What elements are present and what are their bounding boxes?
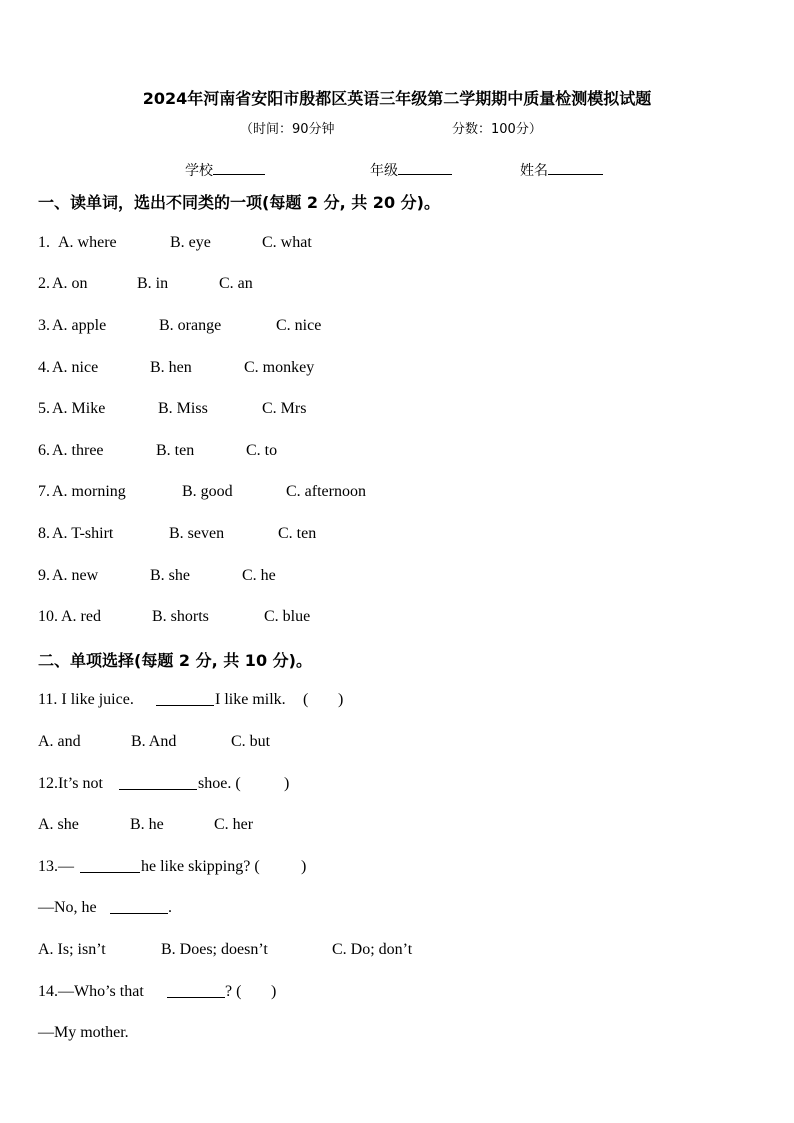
reply-text: —My mother. bbox=[38, 1024, 129, 1041]
option-a[interactable]: A. Is; isn’t bbox=[38, 941, 106, 958]
option-a[interactable]: A. three bbox=[52, 442, 104, 459]
question-number: 2. bbox=[38, 275, 50, 292]
time-limit: （时间：90分钟 bbox=[240, 122, 335, 137]
reply-end: . bbox=[168, 899, 172, 916]
question-number: 9. bbox=[38, 567, 50, 584]
name-label: 姓名 bbox=[520, 163, 548, 179]
option-b[interactable]: B. hen bbox=[150, 359, 192, 376]
answer-paren-close: ) bbox=[301, 858, 307, 875]
option-a[interactable]: A. she bbox=[38, 816, 79, 833]
school-label: 学校 bbox=[185, 163, 213, 179]
name-field bbox=[520, 160, 603, 180]
option-b[interactable]: B. orange bbox=[159, 317, 222, 334]
option-b[interactable]: B. shorts bbox=[152, 608, 209, 625]
answer-blank[interactable] bbox=[110, 899, 168, 919]
answer-blank[interactable] bbox=[119, 775, 197, 795]
question-number: 4. bbox=[38, 359, 50, 376]
question-stem-start: 12.It’s not bbox=[38, 775, 103, 792]
option-b[interactable]: B. Miss bbox=[158, 400, 208, 417]
question-stem-end: I like milk. bbox=[215, 691, 286, 708]
option-b[interactable]: B. in bbox=[137, 275, 169, 292]
option-c[interactable]: C. afternoon bbox=[286, 483, 366, 500]
question-number: 7. bbox=[38, 483, 50, 500]
option-a[interactable]: A. T-shirt bbox=[52, 525, 114, 542]
option-b[interactable]: B. And bbox=[131, 733, 177, 750]
option-c[interactable]: C. what bbox=[262, 234, 312, 251]
option-a[interactable]: A. nice bbox=[52, 359, 99, 376]
question-stem-end: he like skipping? ( bbox=[141, 858, 260, 875]
question-number: 1. bbox=[38, 234, 50, 251]
question-stem-end: shoe. ( bbox=[198, 775, 241, 792]
total-score: 分数：100分） bbox=[452, 122, 542, 137]
option-b[interactable]: B. Does; doesn’t bbox=[161, 941, 268, 958]
option-a[interactable]: A. red bbox=[61, 608, 101, 625]
question-stem-start: 14.—Who’s that bbox=[38, 983, 144, 1000]
option-a[interactable]: A. morning bbox=[52, 483, 126, 500]
option-c[interactable]: C. nice bbox=[276, 317, 322, 334]
option-a[interactable]: A. new bbox=[52, 567, 99, 584]
question-number: 10. bbox=[38, 608, 58, 625]
option-a[interactable]: A. and bbox=[38, 733, 81, 750]
option-a[interactable]: A. apple bbox=[52, 317, 107, 334]
option-b[interactable]: B. eye bbox=[170, 234, 211, 251]
question-stem-start: 13.— bbox=[38, 858, 74, 875]
option-b[interactable]: B. good bbox=[182, 483, 233, 500]
answer-blank[interactable] bbox=[80, 858, 140, 878]
question-number: 3. bbox=[38, 317, 50, 334]
option-c[interactable]: C. Do; don’t bbox=[332, 941, 413, 958]
question-stem-start: 11. I like juice. bbox=[38, 691, 134, 708]
option-c[interactable]: C. but bbox=[231, 733, 271, 750]
answer-blank[interactable] bbox=[156, 691, 214, 711]
option-b[interactable]: B. he bbox=[130, 816, 164, 833]
option-c[interactable]: C. her bbox=[214, 816, 254, 833]
question-number: 6. bbox=[38, 442, 50, 459]
option-a[interactable]: A. on bbox=[52, 275, 88, 292]
option-c[interactable]: C. he bbox=[242, 567, 276, 584]
option-a[interactable]: A. Mike bbox=[52, 400, 106, 417]
section-2-heading: 二、单项选择(每题 2 分, 共 10 分)。 bbox=[38, 651, 312, 670]
answer-blank[interactable] bbox=[167, 983, 225, 1003]
school-blank[interactable] bbox=[213, 160, 265, 175]
option-b[interactable]: B. ten bbox=[156, 442, 195, 459]
option-a[interactable]: A. where bbox=[58, 234, 117, 251]
option-b[interactable]: B. she bbox=[150, 567, 190, 584]
answer-paren-close: ) bbox=[284, 775, 290, 792]
reply-start: —No, he bbox=[38, 899, 97, 916]
grade-blank[interactable] bbox=[398, 160, 452, 175]
question-stem-end: ? ( bbox=[225, 983, 242, 1000]
option-c[interactable]: C. Mrs bbox=[262, 400, 307, 417]
option-c[interactable]: C. blue bbox=[264, 608, 311, 625]
grade-field bbox=[370, 160, 452, 180]
school-field bbox=[185, 160, 265, 180]
option-c[interactable]: C. an bbox=[219, 275, 253, 292]
option-c[interactable]: C. ten bbox=[278, 525, 317, 542]
name-blank[interactable] bbox=[548, 160, 603, 175]
exam-title: 2024年河南省安阳市殷都区英语三年级第二学期期中质量检测模拟试题 bbox=[142, 89, 652, 108]
option-b[interactable]: B. seven bbox=[169, 525, 225, 542]
option-c[interactable]: C. to bbox=[246, 442, 278, 459]
option-c[interactable]: C. monkey bbox=[244, 359, 315, 376]
answer-paren-close: ) bbox=[271, 983, 277, 1000]
section-1-heading: 一、读单词，选出不同类的一项(每题 2 分, 共 20 分)。 bbox=[38, 193, 440, 212]
answer-paren-close: ) bbox=[338, 691, 344, 708]
question-number: 8. bbox=[38, 525, 50, 542]
question-number: 5. bbox=[38, 400, 50, 417]
grade-label: 年级 bbox=[370, 163, 398, 179]
answer-paren-open: ( bbox=[303, 691, 309, 708]
